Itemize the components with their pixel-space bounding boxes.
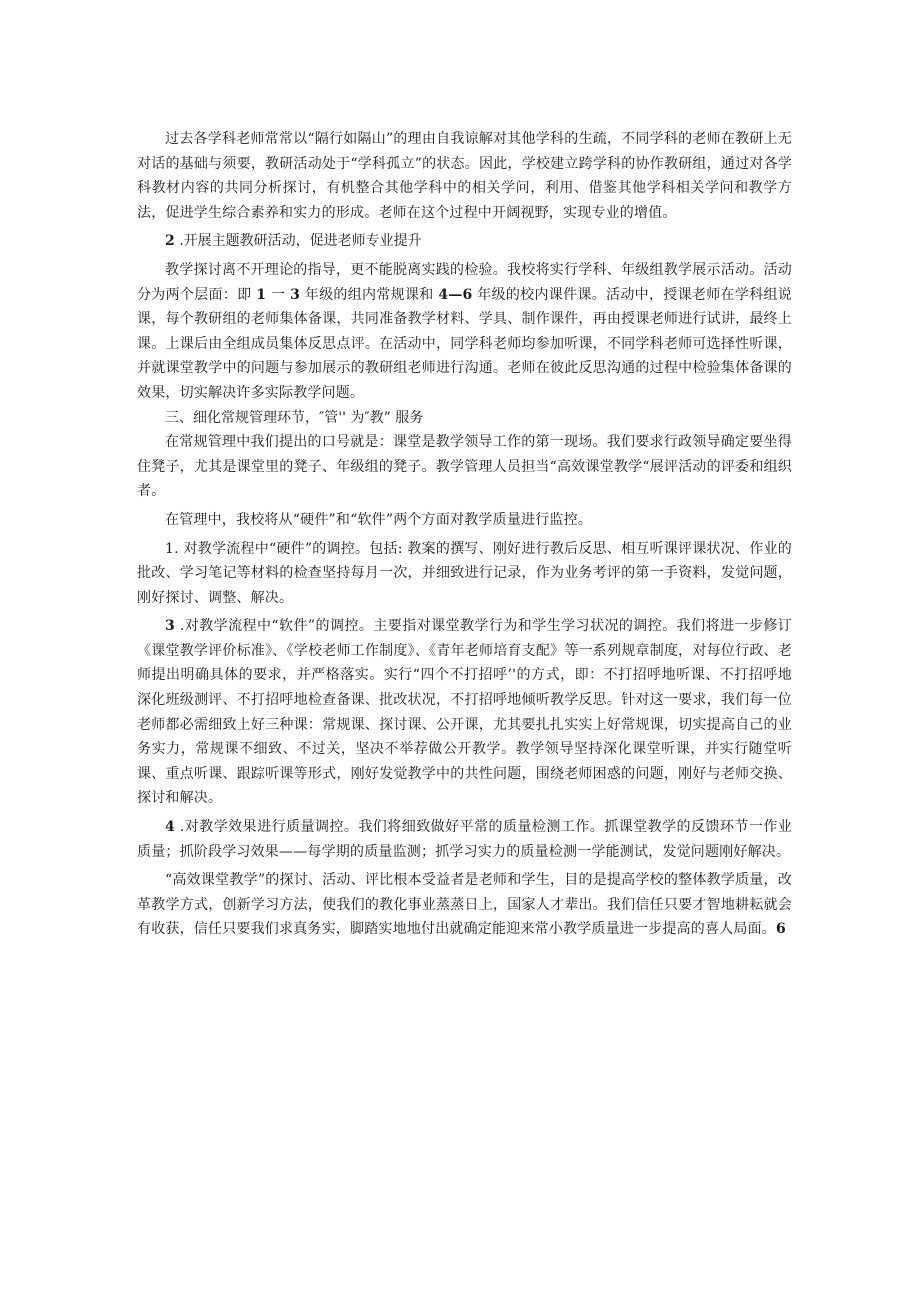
heading-section-three: 三、细化常规管理环节，″管'' 为″教” 服务 <box>165 409 424 426</box>
heading-number: 2 <box>165 233 175 250</box>
item-number: 4 <box>165 819 175 836</box>
paragraph-interdisciplinary: 过去各学科老师常常以“隔行如隔山”的理由自我谅解对其他学科的生疏，不同学科的老师在教研上无对话的基础与须要，教研活动处于“学科孤立”的状态。因此，学校建立跨学科的协作教研组，通过对各学科教材内容的共同分析探讨，有机整合其他学科中的相关学问，利用、借鉴其他学科相关学问和教学方法，促进学生综合素养和实力的形成。老师在这个过程中开阔视野，实现专业的增值。 <box>137 131 792 221</box>
text-run: .对教学效果进行质量调控。我们将细致做好平常的质量检测工作。抓课堂教学的反馈环节一作业质量；抓阶段学习效果——每学期的质量监测；抓学习实力的质量检测一学能测试，发觉问题刚好解决。 <box>137 819 792 860</box>
paragraph-quality-control <box>137 815 792 864</box>
grade-number: 3 <box>290 286 301 303</box>
heading-thematic-research <box>137 229 792 254</box>
page-number: 6 <box>776 921 786 938</box>
text-run: 年级的校内课件课。活动中，授课老师在学科组说课，每个教研组的老师集体备课，共同准备教学材料、学具、制作课件，再由授课老师进行试讲，最终上课。上课后由全组成员集体反思点评。在活动中，同学科老师均参加听课，不同学科老师可选择性听课，并就课堂教学中的问题与参加展示的教研组老师进行沟通。老师在彼此反思沟通的过程中检验集体备课的效果，切实解决许多实际教学问题。 <box>137 286 792 401</box>
paragraph-conclusion <box>137 868 792 942</box>
grade-number: 1 <box>256 286 267 303</box>
text-run: 教学探讨离不开理论的指导，更不能脱离实践的检验。我校将实行学科、年级组教学展示活动。活动分为两个层面：即 <box>137 261 792 303</box>
item-number: 3 <box>165 618 175 635</box>
paragraph-software-control <box>137 614 792 811</box>
heading-text: .开展主题教研活动，促进老师专业提升 <box>174 233 422 250</box>
paragraph-teaching-activity <box>137 258 792 406</box>
text-run: 年级的组内常规课和 <box>300 286 439 303</box>
paragraph-monitoring: 在管理中，我校将从“硬件”和“软件”两个方面对教学质量进行监控。 <box>165 511 593 528</box>
paragraph-hardware-control: 1. 对教学流程中“硬件”的调控。包括: 教案的撰写、刚好进行教后反思、相互听课评课状况、作业的批改、学习笔记等材料的检查坚持每月一次，并细致进行记录，作为业务考评的第一手资料，发觉问题，刚好探讨、调整、解决。 <box>137 540 792 606</box>
text-run: “高效课堂教学”的探讨、活动、评比根本受益者是老师和学生，目的是提高学校的整体教学质量，改革教学方式，创新学习方法，使我们的教化事业蒸蒸日上，国家人才辈出。我们信任只要才智地耕耘就会有收获，信任只要我们求真务实，脚踏实地地付出就确定能迎来常小教学质量进一步提高的喜人局面。 <box>137 872 792 938</box>
document-page <box>137 127 792 942</box>
paragraph-routine-management: 在常规管理中我们提出的口号就是：课堂是教学领导工作的第一现场。我们要求行政领导确定要坐得住凳子，尤其是课堂里的凳子、年级组的凳子。教学管理人员担当“高效课堂教学“展评活动的评委和组织者。 <box>137 434 792 500</box>
grade-number: 4—6 <box>438 286 473 303</box>
text-run: .对教学流程中“软件”的调控。主要指对课堂教学行为和学生学习状况的调控。我们将进一步修订《课堂教学评价标准》、《学校老师工作制度》、《青年老师培育支配》等一系列规章制度，对每位行政、老师提出明确具体的要求，并严格落实。实行“四个不打招呼’'的方式，即：不打招呼地听课、不打招呼地深化班级测评、不打招呼地检查备课、批改状况，不打招呼地倾听教学反思。针对这一要求，我们每一位老师都必需细致上好三种课：常规课、探讨课、公开课，尤其要扎扎实实上好常规课，切实提高自己的业务实力，常规课不细致、不过关，坚决不举荐做公开教学。教学领导坚持深化课堂听课，并实行随堂听课、重点听课、跟踪听课等形式，刚好发觉教学中的共性问题，围绕老师困惑的问题，刚好与老师交换、探讨和解决。 <box>137 618 792 807</box>
text-run: 一 <box>266 286 291 303</box>
